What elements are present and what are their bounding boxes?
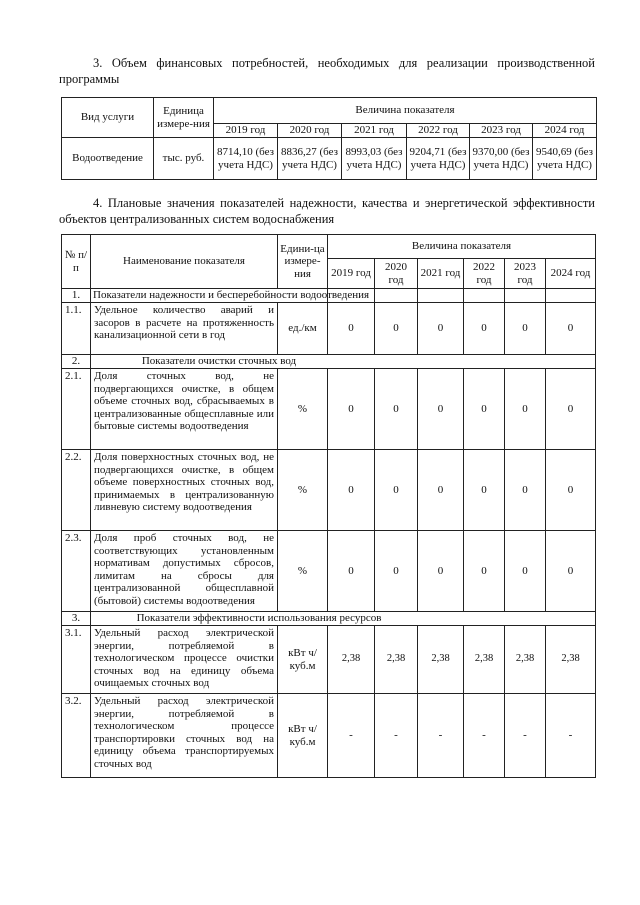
- row-num: 3.2.: [62, 694, 91, 778]
- row-value: 2,38: [546, 626, 596, 694]
- row-name: Доля поверхностных сточных вод, не подвергающихся очистке, в общем объеме поверхностных сточных вод, принимаемых в централизованную ливневую систему водоотведения: [91, 450, 278, 531]
- row-value: 2,38: [464, 626, 505, 694]
- header-num: № п/п: [62, 235, 91, 289]
- table-row: [62, 626, 596, 694]
- section-4-heading: 4. Плановые значения показателей надежности, качества и энергетической эффективности объектов централизованных систем водоснабжения: [59, 196, 595, 226]
- indicators-table: [61, 234, 596, 778]
- header-value: Величина показателя: [328, 235, 596, 259]
- row-value: 0: [375, 303, 418, 355]
- section-3-heading: 3. Объем финансовых потребностей, необходимых для реализации производственной программы: [59, 56, 595, 86]
- header-unit: Единица измере-ния: [154, 98, 214, 138]
- value-cell: 8714,10 (без учета НДС): [214, 138, 278, 180]
- financial-needs-table: [61, 97, 597, 180]
- row-name: Удельный расход электрической энергии, потребляемой в технологическом процессе очистки сточных вод на единицу объема очищаемых сточных вод: [91, 626, 278, 694]
- value-cell: 8993,03 (без учета НДС): [342, 138, 407, 180]
- row-value: 0: [505, 369, 546, 450]
- section-row: [62, 289, 596, 303]
- year-header: 2024 год: [533, 124, 597, 138]
- row-value: 0: [418, 369, 464, 450]
- row-value: -: [375, 694, 418, 778]
- row-num: 3.1.: [62, 626, 91, 694]
- row-value: 0: [328, 531, 375, 612]
- row-unit: %: [278, 450, 328, 531]
- row-value: -: [546, 694, 596, 778]
- section-row: [62, 612, 596, 626]
- row-value: 0: [464, 369, 505, 450]
- row-value: 0: [464, 303, 505, 355]
- year-header: 2024 год: [546, 259, 596, 289]
- section-row: [62, 355, 596, 369]
- value-cell: 9370,00 (без учета НДС): [470, 138, 533, 180]
- row-value: -: [418, 694, 464, 778]
- row-value: 0: [546, 303, 596, 355]
- year-header: 2020 год: [278, 124, 342, 138]
- row-value: 0: [328, 303, 375, 355]
- row-value: 0: [546, 369, 596, 450]
- section-title: Показатели эффективности использования ресурсов: [91, 612, 596, 626]
- value-cell: 9540,69 (без учета НДС): [533, 138, 597, 180]
- section-title: Показатели надежности и бесперебойности водоотведения: [91, 289, 328, 303]
- row-unit: ед./км: [278, 303, 328, 355]
- service-cell: Водоотведение: [62, 138, 154, 180]
- row-value: 2,38: [418, 626, 464, 694]
- year-header: 2022 год: [407, 124, 470, 138]
- header-service: Вид услуги: [62, 98, 154, 138]
- row-name: Удельное количество аварий и засоров в расчете на протяженность канализационной сети в год: [91, 303, 278, 355]
- table-row: [62, 694, 596, 778]
- row-value: 0: [546, 531, 596, 612]
- year-header: 2021 год: [342, 124, 407, 138]
- row-value: 0: [418, 303, 464, 355]
- header-value: Величина показателя: [214, 98, 597, 124]
- row-value: 0: [505, 450, 546, 531]
- section-num: 3.: [62, 612, 91, 626]
- row-value: 2,38: [505, 626, 546, 694]
- row-num: 2.3.: [62, 531, 91, 612]
- row-unit: кВт ч/куб.м: [278, 694, 328, 778]
- table-row: [62, 303, 596, 355]
- row-value: 0: [375, 450, 418, 531]
- row-num: 1.1.: [62, 303, 91, 355]
- row-name: Удельный расход электрической энергии, потребляемой в технологическом процессе транспортировки сточных вод на единицу объема транспортируемых сточных вод: [91, 694, 278, 778]
- section-num: 2.: [62, 355, 91, 369]
- row-value: 0: [505, 531, 546, 612]
- table-row: [62, 531, 596, 612]
- row-value: 0: [505, 303, 546, 355]
- unit-cell: тыс. руб.: [154, 138, 214, 180]
- row-value: 0: [375, 369, 418, 450]
- row-value: 2,38: [328, 626, 375, 694]
- value-cell: 9204,71 (без учета НДС): [407, 138, 470, 180]
- row-value: 2,38: [375, 626, 418, 694]
- year-header: 2023 год: [470, 124, 533, 138]
- row-unit: %: [278, 369, 328, 450]
- row-value: 0: [418, 450, 464, 531]
- row-num: 2.1.: [62, 369, 91, 450]
- row-value: 0: [418, 531, 464, 612]
- row-unit: %: [278, 531, 328, 612]
- year-header: 2021 год: [418, 259, 464, 289]
- row-value: 0: [328, 450, 375, 531]
- row-name: Доля сточных вод, не подвергающихся очистке, в общем объеме сточных вод, сбрасываемых в централизованные общесплавные или бытовые системы водоотведения: [91, 369, 278, 450]
- header-name: Наименование показателя: [91, 235, 278, 289]
- year-header: 2020 год: [375, 259, 418, 289]
- table-row: [62, 450, 596, 531]
- section-title: Показатели очистки сточных вод: [91, 355, 596, 369]
- row-value: 0: [464, 531, 505, 612]
- table-row: [62, 369, 596, 450]
- row-value: -: [464, 694, 505, 778]
- row-value: -: [328, 694, 375, 778]
- row-unit: кВт ч/куб.м: [278, 626, 328, 694]
- row-value: 0: [375, 531, 418, 612]
- row-name: Доля проб сточных вод, не соответствующих установленным нормативам допустимых сбросов, лимитам на сбросы для централизованной общесплавной (бытовой) системы водоотведения: [91, 531, 278, 612]
- row-num: 2.2.: [62, 450, 91, 531]
- row-value: 0: [546, 450, 596, 531]
- year-header: 2023 год: [505, 259, 546, 289]
- year-header: 2019 год: [214, 124, 278, 138]
- row-value: 0: [328, 369, 375, 450]
- value-cell: 8836,27 (без учета НДС): [278, 138, 342, 180]
- header-unit: Едини-ца измере-ния: [278, 235, 328, 289]
- table-row: [62, 138, 597, 180]
- year-header: 2019 год: [328, 259, 375, 289]
- row-value: -: [505, 694, 546, 778]
- year-header: 2022 год: [464, 259, 505, 289]
- row-value: 0: [464, 450, 505, 531]
- section-num: 1.: [62, 289, 91, 303]
